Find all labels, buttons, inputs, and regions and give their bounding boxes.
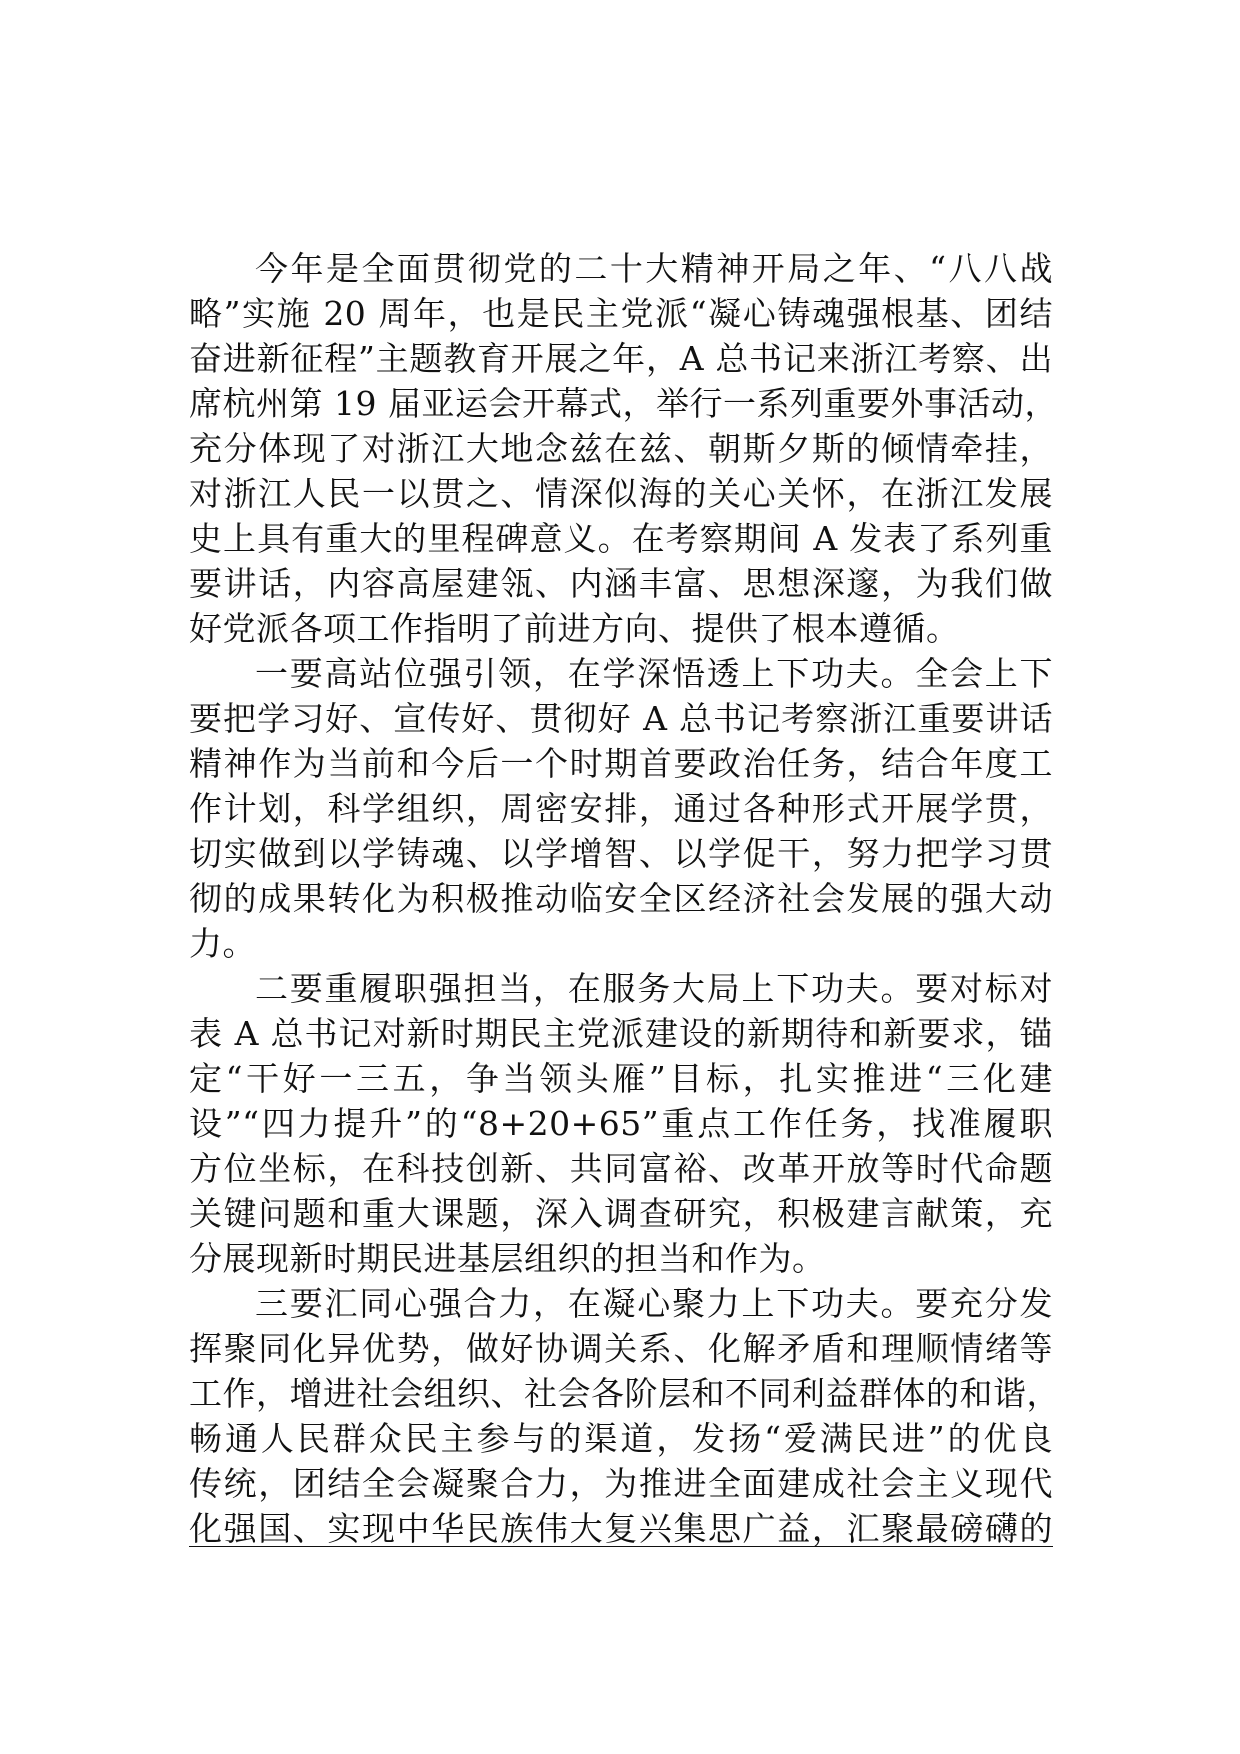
text-line: 对浙江人民一以贯之、情深似海的关心关怀，在浙江发展 [189,474,1053,513]
text-line: 方位坐标，在科技创新、共同富裕、改革开放等时代命题 [189,1149,1053,1188]
paragraph-point-one [189,651,1053,966]
text-line: 席杭州第 19 届亚运会开幕式，举行一系列重要外事活动， [189,384,1058,423]
text-line: 三要汇同心强合力，在凝心聚力上下功夫。要充分发 [255,1284,1053,1323]
text-line: 二要重履职强担当，在服务大局上下功夫。要对标对 [255,969,1053,1008]
text-line: 彻的成果转化为积极推动临安全区经济社会发展的强大动 [189,879,1053,918]
text-line: 传统，团结全会凝聚合力，为推进全面建成社会主义现代 [189,1464,1053,1503]
text-line: 设”“四力提升”的“8+20+65”重点工作任务，找准履职 [189,1104,1053,1143]
text-line: 表 A 总书记对新时期民主党派建设的新期待和新要求，锚 [189,1014,1053,1053]
text-line: 奋进新征程”主题教育开展之年，A 总书记来浙江考察、出 [189,339,1053,378]
text-line: 挥聚同化异优势，做好协调关系、化解矛盾和理顺情绪等 [189,1329,1053,1368]
text-line: 史上具有重大的里程碑意义。在考察期间 A 发表了系列重 [189,519,1053,558]
text-line: 精神作为当前和今后一个时期首要政治任务，结合年度工 [189,744,1053,783]
text-line: 作计划，科学组织，周密安排，通过各种形式开展学贯， [189,789,1053,828]
text-line: 要把学习好、宣传好、贯彻好 A 总书记考察浙江重要讲话 [189,699,1053,738]
text-line: 充分体现了对浙江大地念兹在兹、朝斯夕斯的倾情牵挂， [189,429,1053,468]
text-line: 好党派各项工作指明了前进方向、提供了根本遵循。 [189,609,960,648]
paragraph-point-three [189,1281,1060,1551]
text-line: 分展现新时期民进基层组织的担当和作为。 [189,1239,826,1278]
text-line: 略”实施 20 周年，也是民主党派“凝心铸魂强根基、团结 [189,294,1053,333]
text-line: 要讲话，内容高屋建瓴、内涵丰富、思想深邃，为我们做 [189,564,1053,603]
text-line: 定“干好一三五，争当领头雁”目标，扎实推进“三化建 [189,1059,1053,1098]
paragraph-intro [189,246,1058,651]
text-line: 关键问题和重大课题，深入调查研究，积极建言献策，充 [189,1194,1053,1233]
text-line: 力。 [189,924,256,963]
document-body [189,246,1060,1551]
text-line: 切实做到以学铸魂、以学增智、以学促干，努力把学习贯 [189,834,1053,873]
paragraph-point-two [189,966,1053,1281]
text-line: 今年是全面贯彻党的二十大精神开局之年、“八八战 [255,249,1053,288]
text-line: 工作，增进社会组织、社会各阶层和不同利益群体的和谐， [189,1374,1060,1413]
text-line: 化强国、实现中华民族伟大复兴集思广益，汇聚最磅礴的 [189,1509,1053,1548]
text-line: 畅通人民群众民主参与的渠道，发扬“爱满民进”的优良 [189,1419,1053,1458]
text-line: 一要高站位强引领，在学深悟透上下功夫。全会上下 [255,654,1053,693]
